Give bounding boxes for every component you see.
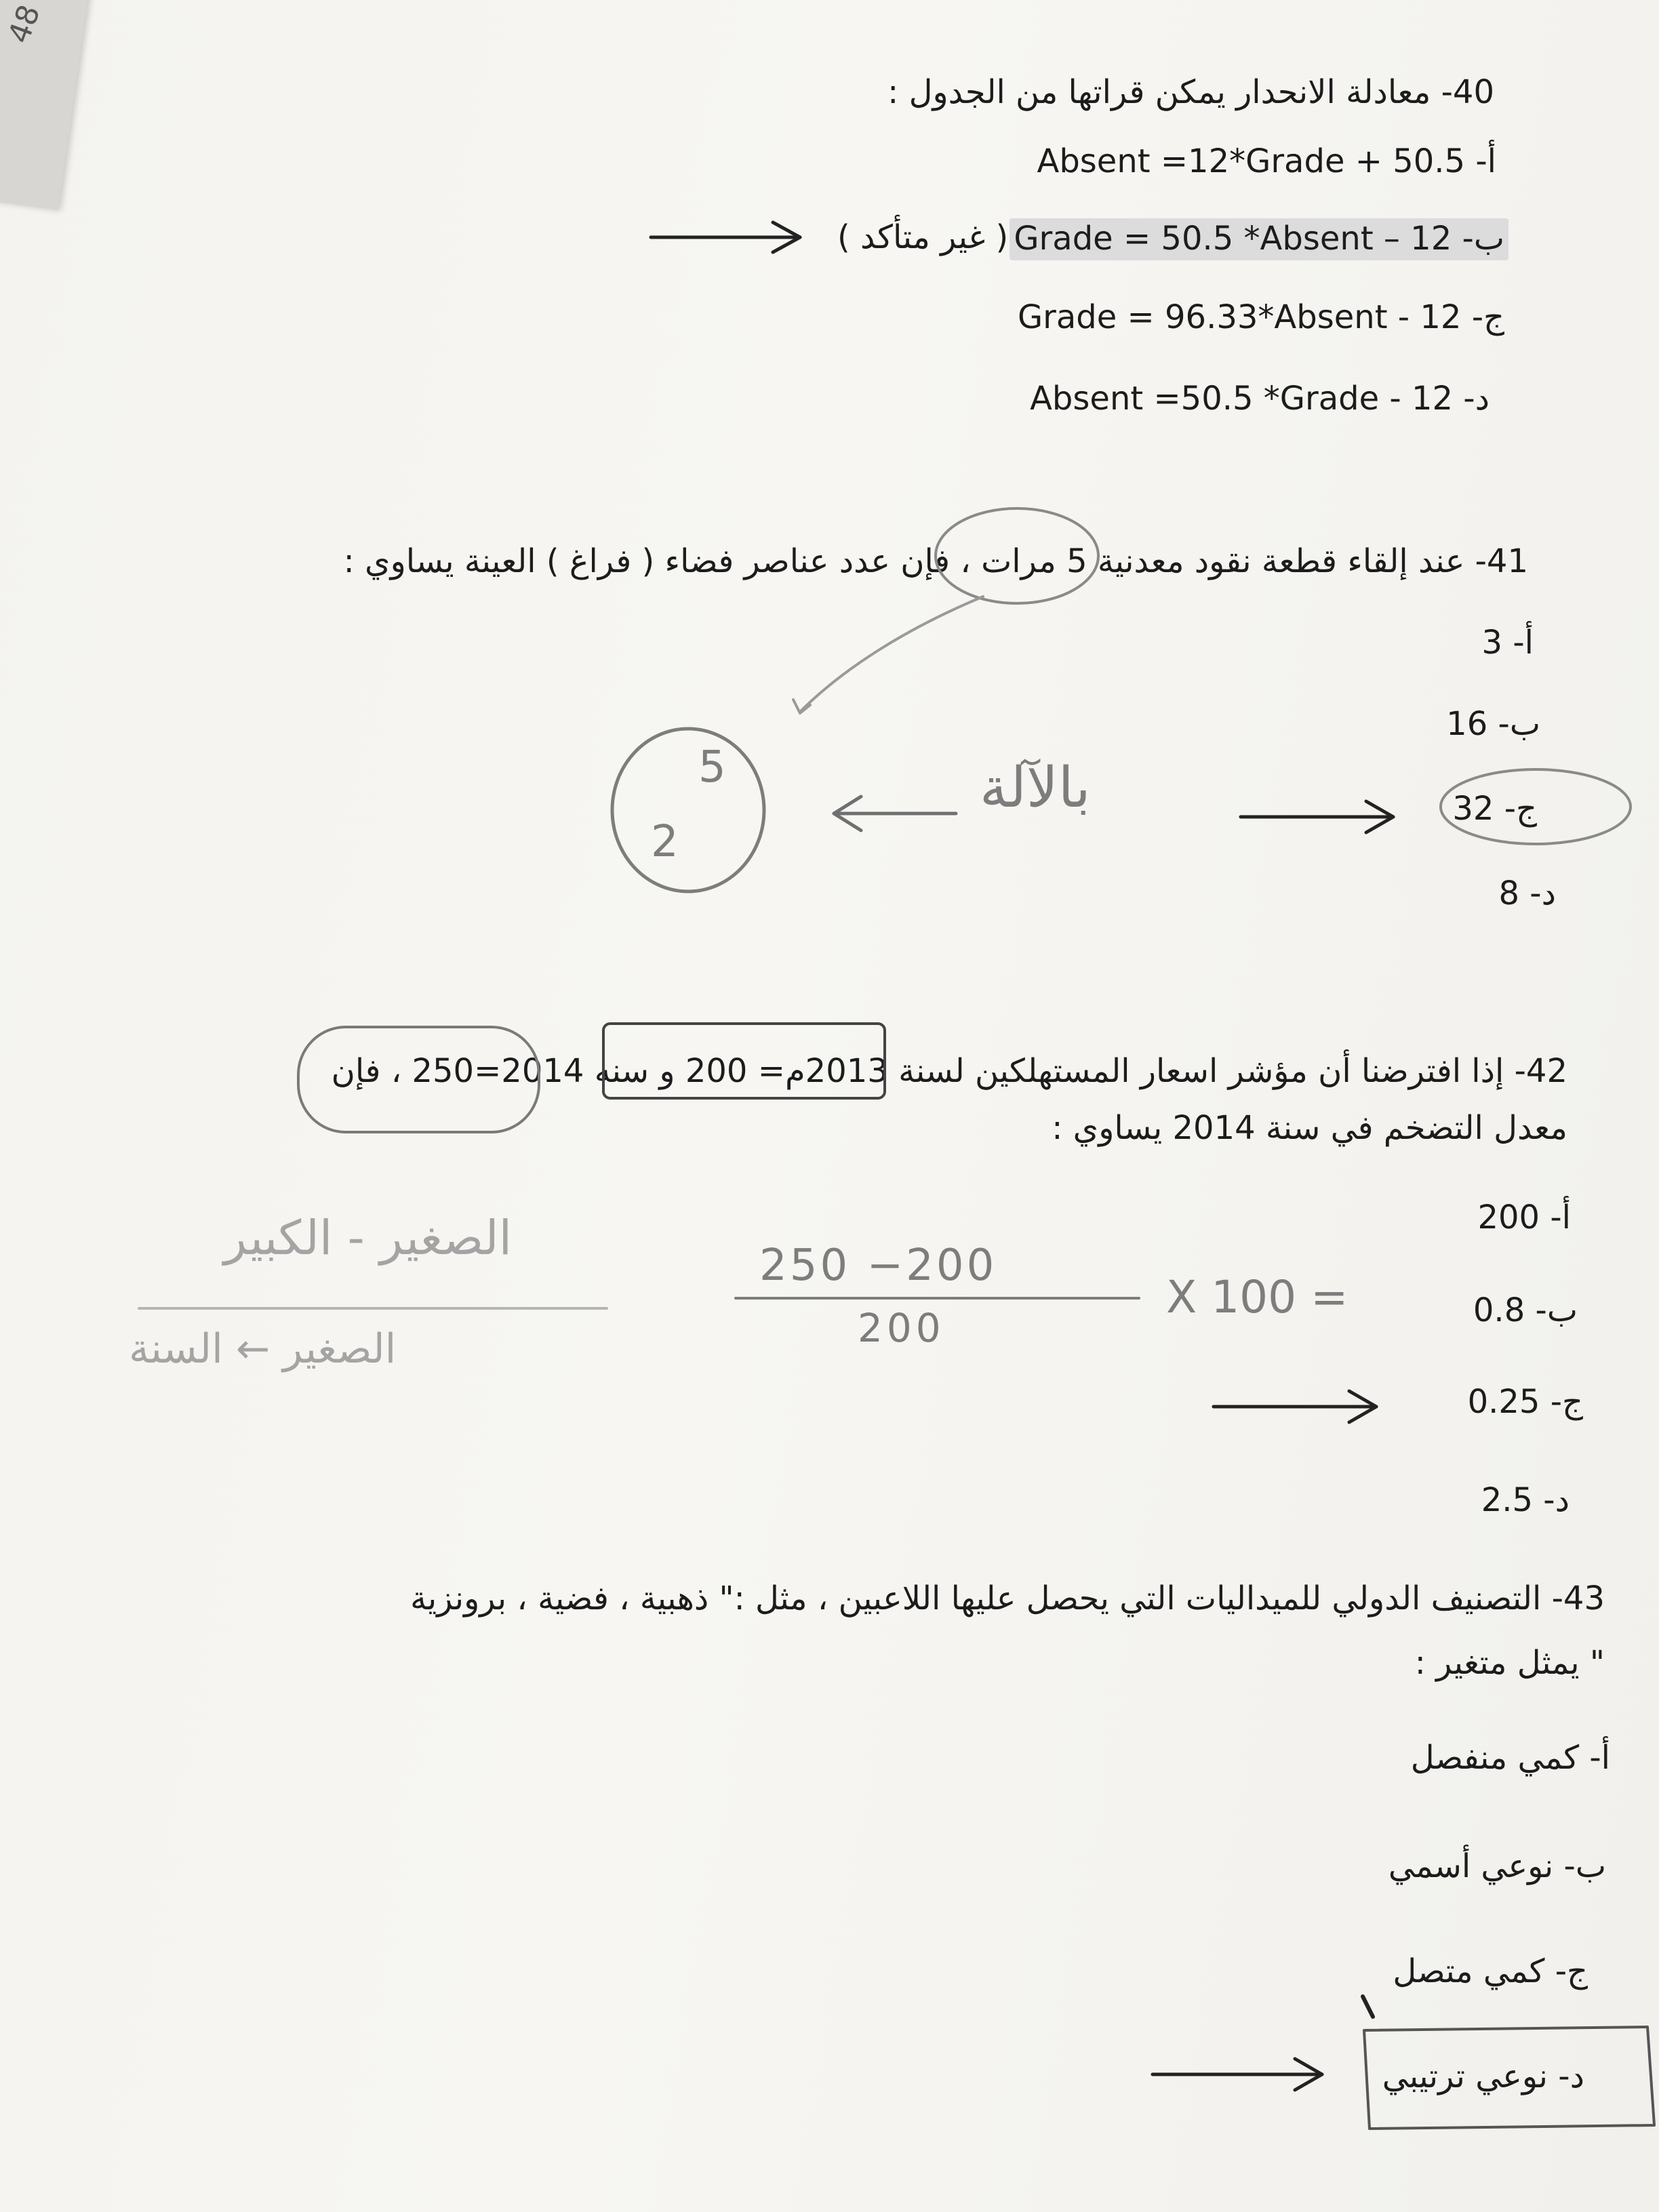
q43-option-d: د- نوعي ترتيبي — [1382, 2057, 1584, 2095]
q40-answer-arrow-icon — [651, 222, 800, 252]
q40-uncertain-note: ( غير متأكد ) — [837, 218, 1009, 256]
q42-option-c: ج- 0.25 — [1467, 1383, 1583, 1421]
q43-option-c: ج- كمي متصل — [1393, 1952, 1588, 1990]
q42-circled-2014-index — [298, 1027, 539, 1132]
q42-question-line1: 42- إذا افترضنا أن مؤشر اسعار المستهلكين لسنة 2013م= 200 و سنه 2014=250 ، فإن — [331, 1052, 1567, 1090]
q43-pen-tick-mark — [1363, 1996, 1373, 2017]
q41-option-c: ج- 32 — [1452, 790, 1537, 828]
q40-option-b: ب- Grade = 50.5 *Absent – 12 — [1010, 218, 1508, 260]
page-number: 48 — [1, 0, 47, 48]
q42-boxed-2013-index — [603, 1024, 885, 1098]
q42-option-b: ب- 0.8 — [1473, 1291, 1578, 1329]
q42-handwritten-formula-top: الصغير - الكبير — [224, 1210, 513, 1266]
q43-option-a: أ- كمي منفصل — [1410, 1739, 1610, 1777]
q41-option-a: أ- 3 — [1481, 624, 1534, 662]
q41-option-b: ب- 16 — [1446, 705, 1540, 743]
q41-circled-5-times — [936, 508, 1098, 603]
q42-handwritten-times-100: X 100 = — [1166, 1271, 1348, 1323]
q41-handwritten-note: بالآلة — [980, 756, 1091, 820]
q41-handwritten-exponent: 5 — [698, 742, 726, 792]
q42-answer-arrow-icon — [1214, 1391, 1376, 1422]
q40-option-a: أ- Absent =12*Grade + 50.5 — [1037, 142, 1496, 180]
q43-option-b: ب- نوعي أسمي — [1388, 1847, 1606, 1885]
q40-option-c: ج- Grade = 96.33*Absent - 12 — [1017, 298, 1504, 336]
q40-option-d: د- Absent =50.5 *Grade - 12 — [1030, 380, 1490, 418]
q42-option-d: د- 2.5 — [1481, 1481, 1570, 1519]
q41-pointer-stroke — [800, 597, 983, 712]
q42-question-line2: معدل التضخم في سنة 2014 يساوي : — [1052, 1109, 1567, 1147]
q42-handwritten-numerator: 250 −200 — [759, 1241, 997, 1291]
q41-circled-option-c — [1441, 769, 1631, 844]
q43-boxed-option-d — [1364, 2027, 1654, 2129]
q43-answer-arrow-icon — [1153, 2059, 1322, 2090]
q42-option-a: أ- 200 — [1477, 1199, 1571, 1236]
q42-handwritten-formula-bottom: الصغير ← السنة — [129, 1325, 397, 1373]
q40-question: 40- معادلة الانحدار يمكن قراتها من الجدول : — [887, 73, 1494, 111]
q41-handwritten-base: 2 — [651, 817, 679, 867]
q41-question: 41- عند إلقاء قطعة نقود معدنية 5 مرات ، فإن عدد عناصر فضاء ( فراغ ) العينة يساوي : — [343, 542, 1528, 580]
q42-handwritten-denominator: 200 — [858, 1305, 945, 1351]
q41-circled-2-power-5 — [612, 729, 764, 891]
q43-question-line2: " يمثل متغير : — [1414, 1644, 1605, 1682]
q43-question-line1: 43- التصنيف الدولي للميداليات التي يحصل عليها اللاعبين ، مثل :" ذهبية ، فضية ، برونزية — [410, 1580, 1605, 1617]
q41-option-d: د- 8 — [1498, 874, 1556, 912]
q41-arrow-to-result-icon — [834, 797, 956, 830]
q41-answer-arrow-icon — [1241, 801, 1393, 832]
